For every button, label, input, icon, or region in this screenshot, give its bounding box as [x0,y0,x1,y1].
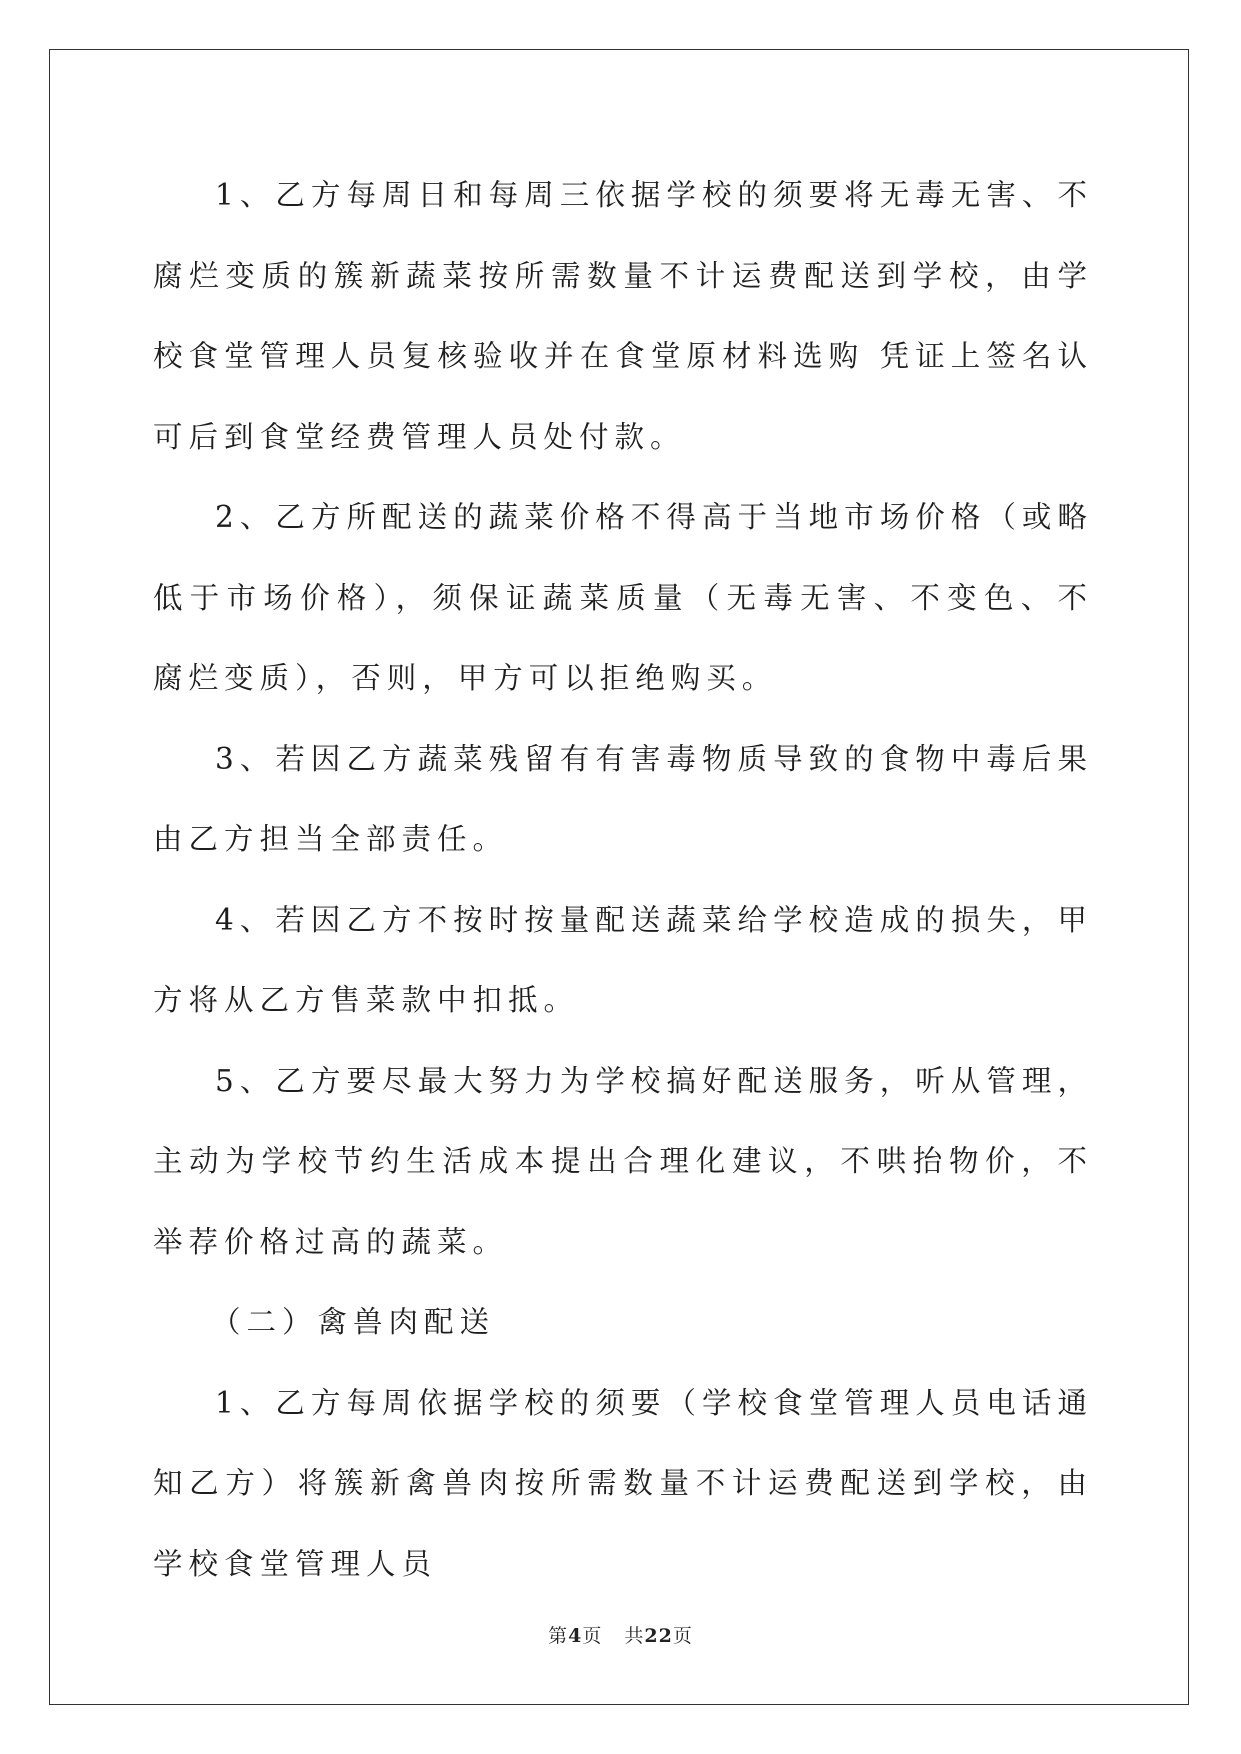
paragraph-vegetable-delivery-1: 1、乙方每周日和每周三依据学校的须要将无毒无害、不腐烂变质的簇新蔬菜按所需数量不计运费配送到学校，由学校食堂管理人员复核验收并在食堂原材料选购 凭证上签名认可后到食堂经费管理人员处付款。 [153,178,1093,454]
footer-page-prefix: 第 [548,1625,569,1647]
paragraph-vegetable-price: 2、乙方所配送的蔬菜价格不得高于当地市场价格（或略低于市场价格），须保证蔬菜质量（无毒无害、不变色、不腐烂变质），否则，甲方可以拒绝购买。 [153,500,1093,695]
document-body [153,155,1093,1604]
footer-total-prefix: 共 [624,1625,645,1647]
footer-page-number: 4 [568,1625,583,1647]
paragraph-food-poisoning-liability: 3、若因乙方蔬菜残留有有害毒物质导致的食物中毒后果由乙方担当全部责任。 [153,741,1093,856]
page-footer [0,1621,1241,1648]
footer-page-suffix: 页 [582,1625,603,1647]
section-heading-meat-delivery: （二）禽兽肉配送 [211,1305,496,1339]
paragraph-delivery-loss: 4、若因乙方不按时按量配送蔬菜给学校造成的损失，甲方将从乙方售菜款中扣抵。 [153,902,1093,1017]
paragraph-meat-delivery-1: 1、乙方每周依据学校的须要（学校食堂管理人员电话通知乙方）将簇新禽兽肉按所需数量不计运费配送到学校，由学校食堂管理人员 [153,1385,1093,1581]
footer-total-suffix: 页 [672,1625,693,1647]
footer-total-pages: 22 [644,1625,673,1647]
paragraph-service-obligation: 5、乙方要尽最大努力为学校搞好配送服务，听从管理，主动为学校节约生活成本提出合理化建议，不哄抬物价，不举荐价格过高的蔬菜。 [153,1063,1093,1259]
